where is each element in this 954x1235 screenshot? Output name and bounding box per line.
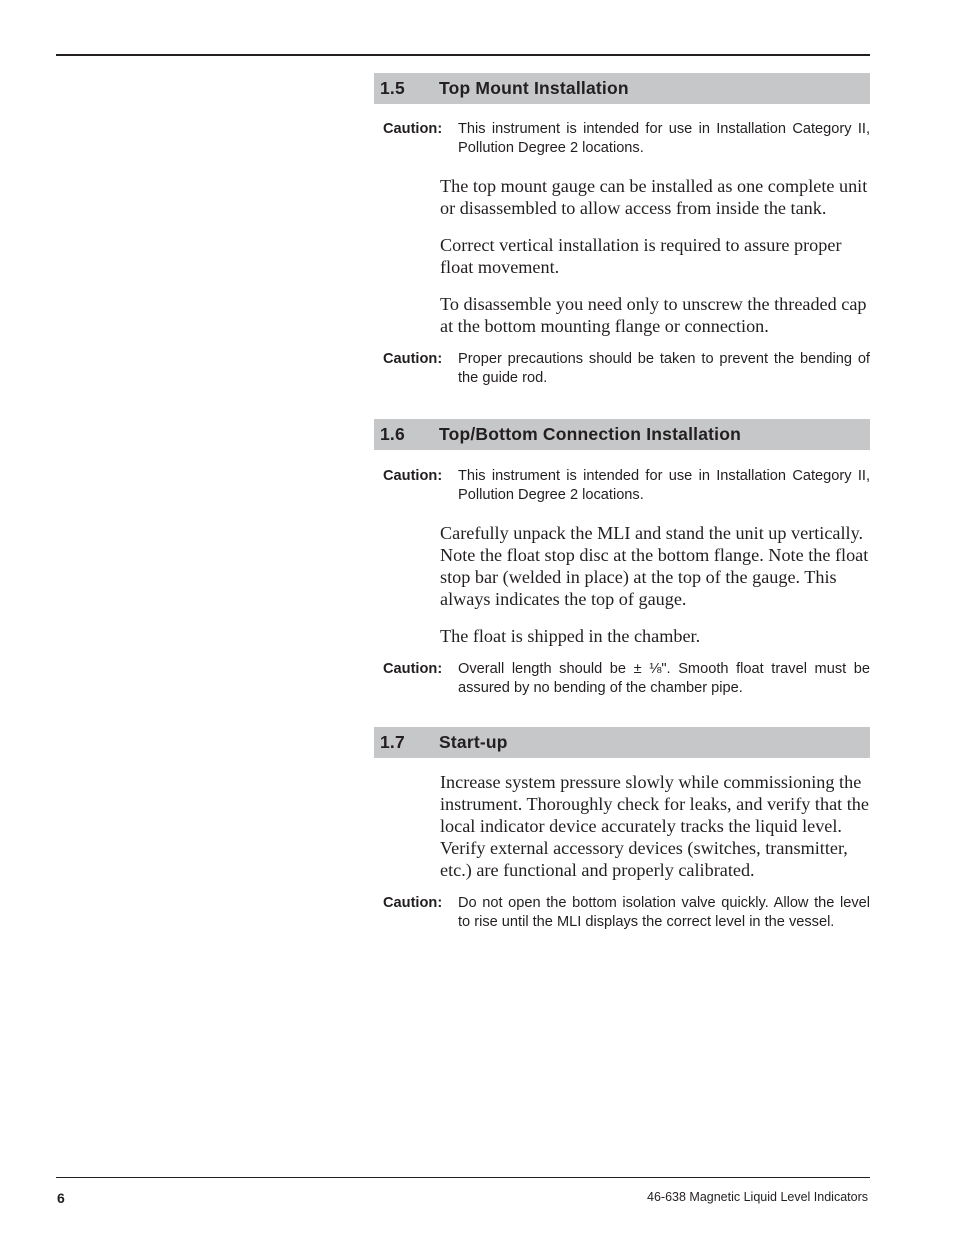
caution-note [383,350,870,388]
caution-text: This instrument is intended for use in Installation Category II, Pollution Degree 2 locations. [458,121,870,156]
section-number: 1.5 [380,78,405,98]
body-paragraph: Correct vertical installation is required to assure proper float movement. [440,235,842,277]
caution-text: Proper precautions should be taken to prevent the bending of the guide rod. [458,351,870,386]
section-title: Start-up [439,732,508,752]
caution-note [383,660,870,698]
caution-label: Caution: [383,351,443,367]
body-paragraph: The float is shipped in the chamber. [440,626,701,646]
section-title: Top/Bottom Connection Installation [439,424,742,444]
section-heading [374,73,870,104]
section-1-6 [374,419,870,698]
caution-note [383,120,870,158]
section-1-5 [374,73,870,388]
caution-text: This instrument is intended for use in Installation Category II, Pollution Degree 2 locations. [458,468,870,503]
body-paragraph: Increase system pressure slowly while commissioning the instrument. Thoroughly check for leaks, and verify that the local indicator device accurately tracks the liquid level. Verify external accessory devices (switches, transmitter, etc.) are functional and properly calibrated. [440,772,869,880]
body-paragraph: The top mount gauge can be installed as one complete unit or disassembled to allow access from inside the tank. [440,176,868,218]
section-heading [374,419,870,450]
body-paragraph: Carefully unpack the MLI and stand the unit up vertically. Note the float stop disc at the bottom flange. Note the float stop bar (welded in place) at the top of the gauge. This always indicates the top of gauge. [440,523,869,609]
section-heading [374,727,870,758]
caution-label: Caution: [383,661,443,677]
body-paragraph: To disassemble you need only to unscrew the threaded cap at the bottom mounting flange or connection. [440,294,867,336]
section-title: Top Mount Installation [439,78,629,98]
caution-text: Overall length should be ± ⅛". Smooth float travel must be assured by no bending of the chamber pipe. [458,661,870,696]
header-rule [56,54,870,56]
caution-text: Do not open the bottom isolation valve quickly. Allow the level to rise until the MLI displays the correct level in the vessel. [458,895,870,930]
caution-label: Caution: [383,121,443,137]
caution-label: Caution: [383,468,443,484]
caution-note [383,894,870,932]
section-number: 1.7 [380,732,405,752]
footer-doc-title: 46-638 Magnetic Liquid Level Indicators [647,1190,868,1204]
section-1-7 [374,727,870,932]
section-number: 1.6 [380,424,405,444]
caution-label: Caution: [383,895,443,911]
page-number: 6 [57,1190,65,1206]
footer-rule [56,1177,870,1178]
caution-note [383,467,870,505]
